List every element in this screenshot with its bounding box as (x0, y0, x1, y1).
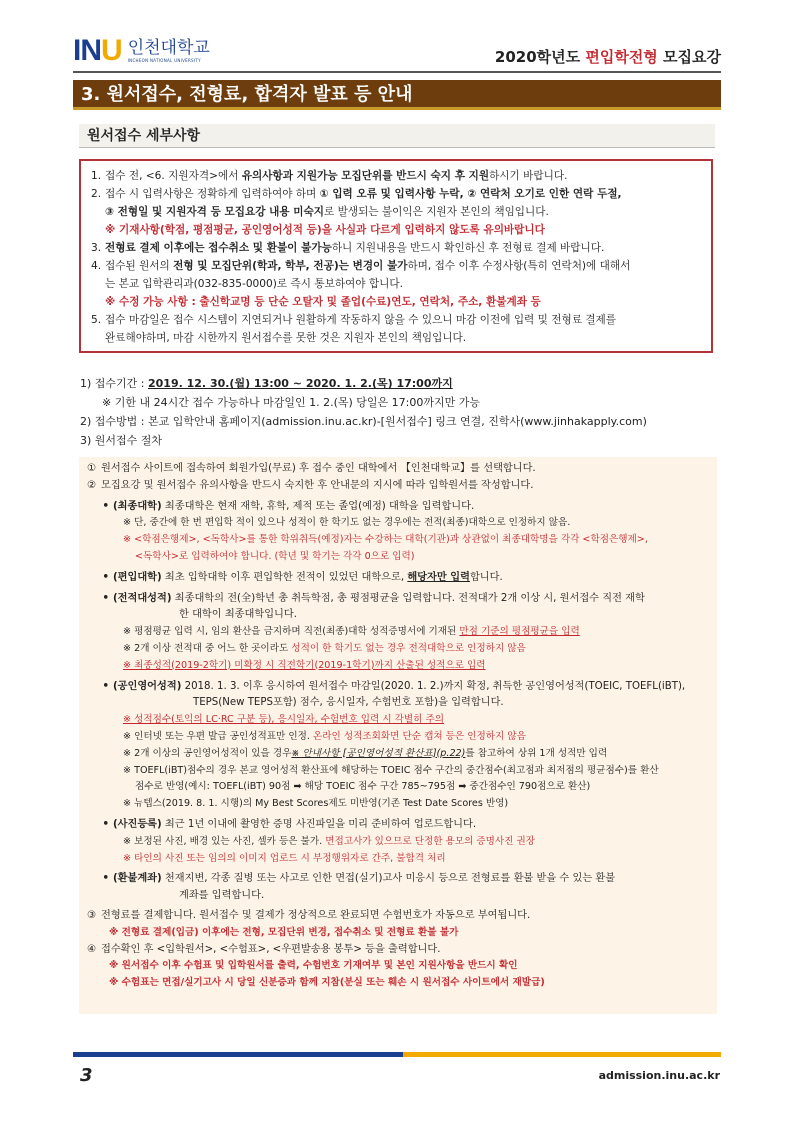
notice-item: 2. 접수 시 입력사항은 정확하게 입력하여야 하며 ① 입력 오류 및 입력사항 누락, ② 연락처 오기로 인한 연락 두절, ③ 전형일 및 지원자격 등 모집요강 내용 미숙지로 발생되는 불이익은 지원자 본인의 책임입니다. ※ 기재사항(학점, 평점평균, 공인영어성적 등)을 사실과 다르게 입력하지 않도록 유의바랍니다 (91, 188, 622, 236)
notice-item: 4. 접수된 원서의 전형 및 모집단위(학과, 학부, 전공)는 변경이 불가하며, 접수 이후 수정사항(특히 연락처)에 대해서 는 본교 입학관리과(032-835-0000)로 즉시 통보하여야 합니다. ※ 수정 가능 사항 : 출신학교명 등 단순 오탈자 및 졸업(수료)연도, 연락처, 주소, 환불계좌 등 (91, 260, 631, 308)
field-photo: • (사진등록) 최근 1년 이내에 촬영한 증명 사진파일을 미리 준비하여 업로드합니다. (102, 818, 477, 830)
logo-korean-name: 인천대학교 (127, 38, 210, 58)
page-header (0, 0, 793, 78)
field-refund-account: • (환불계좌) 천재지변, 각종 질병 또는 사고로 인한 면접(실기)고사 미응시 등으로 전형료를 환불 받을 수 있는 환불 계좌를 입력합니다. (102, 873, 616, 902)
procedure-step: ② 모집요강 및 원서접수 유의사항을 반드시 숙지한 후 안내문의 지시에 따라 입학원서를 작성합니다. (87, 479, 534, 491)
field-english-score: • (공인영어성적) 2018. 1. 3. 이후 응시하여 원서접수 마감일(2020. 1. 2.)까지 확정, 취득한 공인영어성적(TOEIC, TOEFL(iBT), TEPS(New TEPS포함) 점수, 응시일자, 수험번호 포함)을 입력합니다. (102, 680, 686, 709)
page-number: 3 (80, 1065, 93, 1086)
section-title: 3. 원서접수, 전형료, 합격자 발표 등 안내 (73, 80, 721, 110)
notice-item: 5. 접수 마감일은 접수 시스템이 지연되거나 원활하게 작동하지 않을 수 있으니 마감 이전에 입력 및 전형료 결제를 완료해야하며, 마감 시한까지 원서접수를 못한 것은 지원자 본인의 책임입니다. (91, 314, 617, 344)
logo-english-name: INCHEON NATIONAL UNIVERSITY (127, 58, 201, 63)
logo-mark: INU (73, 34, 122, 67)
procedure-step: ① 원서접수 사이트에 접속하여 회원가입(무료) 후 접수 중인 대학에서 【인천대학교】를 선택합니다. (87, 463, 536, 474)
document-title: 2020학년도 편입학전형 모집요강 (494, 48, 721, 66)
footer-website: admission.inu.ac.kr (598, 1069, 720, 1082)
field-previous-grades: • (전적대성적) 최종대학의 전(全)학년 총 취득학점, 총 평점평균을 입력합니다. 전적대가 2개 이상 시, 원서접수 직전 재학 한 대학이 최종대학입니다. (102, 592, 645, 621)
procedure-heading: 3) 원서접수 절차 (80, 434, 163, 447)
notice-box (79, 159, 713, 353)
notice-item: 3. 전형료 결제 이후에는 접수취소 및 환불이 불가능하니 지원내용을 반드시 확인하신 후 전형료 결제 바랍니다. (91, 242, 605, 254)
subsection-title: 원서접수 세부사항 (79, 124, 715, 148)
application-method: 2) 접수방법 : 본교 입학안내 홈페이지(admission.inu.ac.kr)-[원서접수] 링크 연결, 진학사(www.jinhakapply.com) (80, 415, 647, 428)
field-transfer-college: • (편입대학) 최초 입학대학 이후 편입학한 전적이 있었던 대학으로, 해당자만 입력합니다. (102, 571, 503, 583)
notice-item: 1. 접수 전, <6. 지원자격>에서 유의사항과 지원가능 모집단위를 반드시 숙지 후 지원하시기 바랍니다. (91, 170, 568, 182)
application-schedule (80, 374, 720, 450)
notice-warning: ※ 기재사항(학점, 평점평균, 공인영어성적 등)을 사실과 다르게 입력하지 않도록 유의바랍니다 (105, 224, 545, 236)
header-divider (73, 71, 721, 73)
application-period: 1) 접수기간 : 2019. 12. 30.(월) 13:00 ~ 2020. 1. 2.(목) 17:00까지 (80, 377, 453, 390)
footer-divider (73, 1052, 721, 1057)
notice-warning: ※ 수정 가능 사항 : 출신학교명 등 단순 오탈자 및 졸업(수료)연도, 연락처, 주소, 환불계좌 등 (105, 296, 541, 308)
field-final-college: • (최종대학) 최종대학은 현재 재학, 휴학, 제적 또는 졸업(예정) 대학을 입력합니다. (102, 500, 475, 512)
university-logo (73, 36, 210, 66)
procedure-step: ③ 전형료를 결제합니다. 원서접수 및 결제가 정상적으로 완료되면 수험번호가 자동으로 부여됩니다. (87, 909, 531, 921)
period-note: ※ 기한 내 24시간 접수 가능하나 마감일인 1. 2.(목) 당일은 17:00까지만 가능 (102, 396, 480, 409)
procedure-box: ① 원서접수 사이트에 접속하여 회원가입(무료) 후 접수 중인 대학에서 【인천대학교】를 선택합니다. ② 모집요강 및 원서접수 유의사항을 반드시 숙지한 후 안내문의 지시에 따라 입학원서를 작성합니다. • (최종대학) 최종대학은 현재 재학, 휴학, 제적 또는 졸업(예정) 대학을 입력합니다. ※ 단, 중간에 한 번 편입학 적이 있으나 성적이 한 학기도 없는 경우에는 전적(최종)대학으로 인정하지 않음. ※ <학점은행제>, <독학사>를 통한 학위취득(예정)자는 수강하는 대학(기관)과 상관없이 최종대학명을 각각 <학점은행제>, <독학사>로 입력하여야 합니다. (학년 및 학기는 각각 0으로 입력) • (편입대학) 최초 입학대학 이후 편입학한 전적이 있었던 대학으로, 해당자만 입력합니다. • (전적대성적) 최종대학의 전(全)학년 총 취득학점, 총 평점평균을 입력합니다. 전적대가 2개 이상 시, 원서접수 직전 재학 한 대학이 최종대학입니다. ※ 평점평균 입력 시, 임의 환산을 금지하며 직전(최종)대학 성적증명서에 기재된 만점 기준의 평점평균을 입력 ※ 2개 이상 전적대 중 어느 한 곳이라도 성적이 한 학기도 없는 경우 전적대학으로 인정하지 않음 ※ 최종성적(2019-2학기) 미확정 시 직전학기(2019-1학기)까지 산출된 성적으로 입력 • (공인영어성적) 2018. 1. 3. 이후 응시하여 원서접수 마감일(2020. 1. 2.)까지 확정, 취득한 공인영어성적(TOEIC, TOEFL(iBT), TEPS(New TEPS포함) 점수, 응시일자, 수험번호 포함)을 입력합니다. ※ 성적점수(토익의 LC·RC 구분 등), 응시일자, 수험번호 입력 시 각별히 주의 ※ 인터넷 또는 우편 발급 공인성적표만 인정. 온라인 성적조회화면 단순 캡쳐 등은 인정하지 않음 ※ 2개 이상의 공인영어성적이 있을 경우※ 안내사항 [공인영어성적 환산표](p.22)를 참고하여 상위 1개 성적만 입력 ※ TOEFL(iBT)점수의 경우 본교 영어성적 환산표에 해당하는 TOEIC 점수 구간의 중간점수(최고점과 최저점의 평균점수)를 환산 점수로 반영(예시: TOEFL(iBT) 90점 ➡ 해당 TOEIC 점수 구간 785~795점 ➡ 중간점수인 790점으로 환산) ※ 뉴텝스(2019. 8. 1. 시행)의 My Best Scores제도 미반영(기존 Test Date Scores 반영) • (사진등록) 최근 1년 이내에 촬영한 증명 사진파일을 미리 준비하여 업로드합니다. ※ 보정된 사진, 배경 있는 사진, 셀카 등은 불가. 면접고사가 있으므로 단정한 용모의 증명사진 권장 ※ 타인의 사진 또는 임의의 이미지 업로드 시 부정행위자로 간주, 불합격 처리 • (환불계좌) 천재지변, 각종 질병 또는 사고로 인한 면접(실기)고사 미응시 등으로 전형료를 환불 받을 수 있는 환불 계좌를 입력합니다. ③ 전형료를 결제합니다. 원서접수 및 결제가 정상적으로 완료되면 수험번호가 자동으로 부여됩니다. ※ 전형료 결제(입금) 이후에는 전형, 모집단위 변경, 접수취소 및 전형료 환불 불가 ④ 접수확인 후 <입학원서>, <수험표>, <우편발송용 봉투> 등을 출력합니다. ※ 원서접수 이후 수험표 및 입학원서를 출력, 수험번호 기재여부 및 본인 지원사항을 반드시 확인 ※ 수험표는 면접/실기고사 시 당일 신분증과 함께 지참(분실 또는 훼손 시 원서접수 사이트에서 재발급) (79, 457, 717, 1014)
procedure-step: ④ 접수확인 후 <입학원서>, <수험표>, <우편발송용 봉투> 등을 출력합니다. (87, 943, 441, 955)
